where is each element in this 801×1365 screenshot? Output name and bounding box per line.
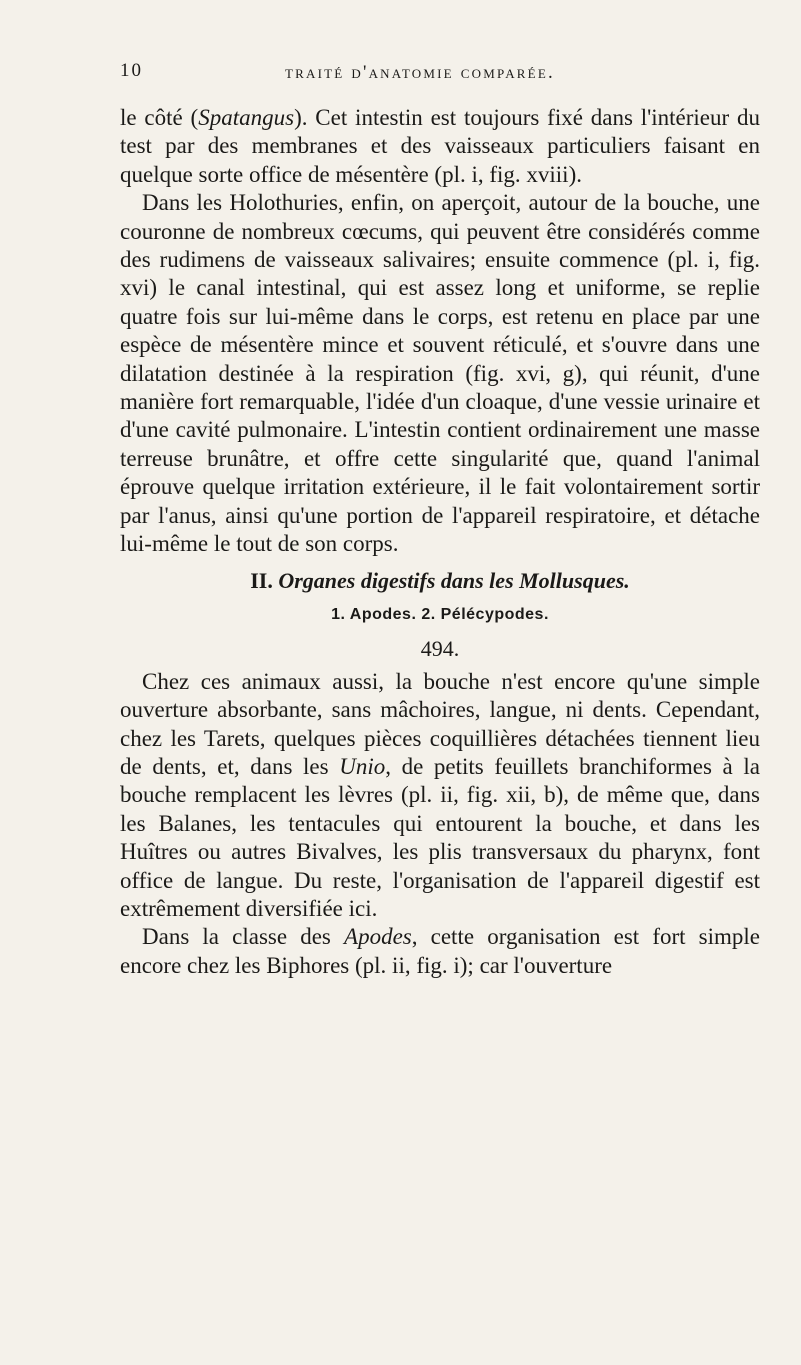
- page-number: 10: [120, 60, 143, 81]
- taxon-name: Unio: [339, 753, 386, 779]
- running-title: traité d'anatomie comparée.: [285, 62, 555, 83]
- subsection-heading: 1. Apodes. 2. Pélécypodes.: [331, 605, 549, 623]
- paragraph-continued: [120, 104, 760, 189]
- article-number: 494.: [420, 636, 460, 662]
- section-title: Organes digestifs dans les Mollusques.: [278, 567, 630, 593]
- section-heading: [120, 567, 760, 595]
- section-number: II.: [250, 567, 273, 593]
- taxon-name: Apodes: [344, 924, 412, 950]
- text-run: Chez ces animaux aussi, la bouche n'est encore qu'une simple ouverture absorbante, sans mâchoires, langue, ni dents. Cependant, chez les Tarets, quelques pièces coquillières détachées tiennent lieu de dents, et, dans les: [120, 668, 760, 779]
- text-run: , de petits feuillets branchiformes à la bouche remplacent les lèvres (pl. ii, fig. xii, b), de même que, dans les Balanes, les tentacules qui entourent la bouche, et dans les Huîtres ou autres Bivalves, les plis transversaux du pharynx, font office de langue. Du reste, l'organisation de l'appareil digestif est extrêmement diversifiée ici.: [120, 753, 760, 921]
- running-head: [120, 60, 751, 90]
- text-run: ). Cet intestin est toujours fixé dans l'intérieur du test par des membranes et des vaisseaux particuliers faisant en quelque sorte office de mésentère (pl. i, fig. xviii).: [120, 105, 760, 187]
- paragraph-holothuries: [120, 189, 760, 558]
- paragraph-apodes: [120, 923, 760, 980]
- taxon-name: Spatangus: [198, 105, 295, 130]
- page-body: [120, 104, 760, 980]
- paragraph-mollusques: [120, 668, 760, 924]
- text-run: Dans la classe des: [142, 924, 345, 950]
- text-run: Dans les Holothuries, enfin, on aperçoit, autour de la bouche, une couronne de nombreux cœcums, qui peuvent être considérés comme des rudimens de vaisseaux salivaires; ensuite commence (pl. i, fig. xvi) le canal intestinal, qui est assez long et uniforme, se replie quatre fois sur lui-même dans le corps, est retenu en place par une espèce de mésentère mince et souvent réticulé, et s'ouvre dans une dilatation destinée à la respiration (fig. xvi, g), qui réunit, d'une manière fort remarquable, l'idée d'un cloaque, d'une vessie urinaire et d'une cavité pulmonaire. L'intestin contient ordinairement une masse terreuse brunâtre, et offre cette singularité que, quand l'animal éprouve quelque irritation extérieure, il le fait volontairement sortir par l'anus, ainsi qu'une portion de l'appareil respiratoire, et détache lui-même le tout de son corps.: [120, 190, 760, 557]
- text-run: le côté (: [120, 105, 199, 130]
- text-run: , cette organisation est fort simple encore chez les Biphores (pl. ii, fig. i); car l'ouverture: [120, 924, 760, 978]
